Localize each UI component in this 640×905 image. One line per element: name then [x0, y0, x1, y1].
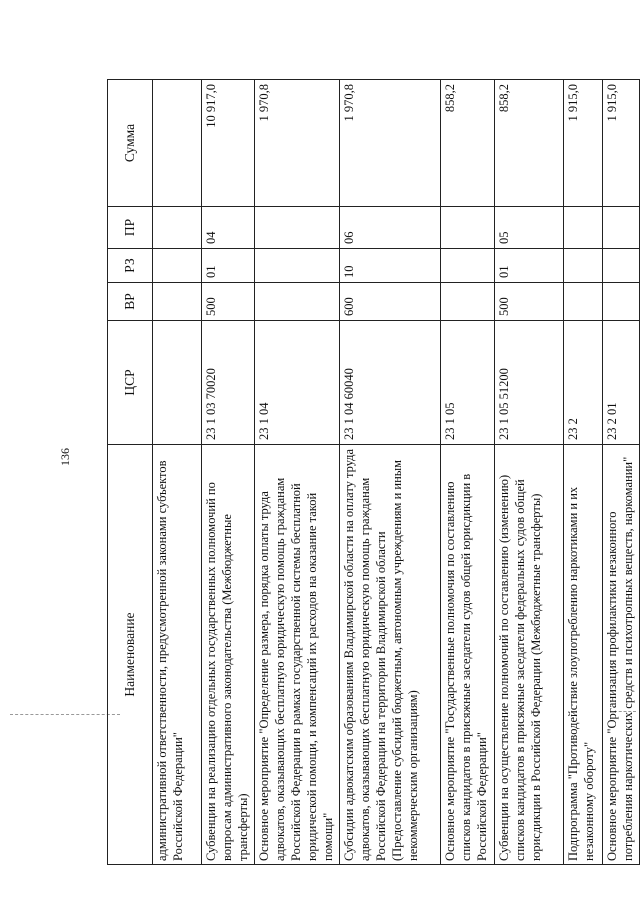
cell-pr: 04	[202, 207, 255, 249]
cell-rz: 01	[202, 249, 255, 283]
cell-name: Основное мероприятие "Определение размера, порядка оплаты труда адвокатов, оказывающих бесплатную юридическую помощь гражданам Российской Федерации в рамках государственной системы бесплатной юридической помощи, и компенсаций их расходов на оказание такой помощи"	[255, 445, 340, 865]
cell-name: Субвенции на осуществление полномочий по составлению (изменению) списков кандидатов в присяжные заседатели федеральных судов общей юрисдикции в Российской Федерации (Межбюджетные трансферты)	[495, 445, 564, 865]
cell-pr: 06	[340, 207, 441, 249]
header-vr: ВР	[108, 283, 153, 321]
cell-vr	[564, 283, 603, 321]
table-row	[564, 80, 603, 865]
table-row	[255, 80, 340, 865]
cell-csr: 23 1 04	[255, 321, 340, 445]
cell-name: Субсидии адвокатским образованиям Владимирской области на оплату труда адвокатов, оказывающих бесплатную юридическую помощь гражданам Российской Федерации на территории Владимирской области (Предоставление субсидий бюджетным, автономным учреждениям и иным некоммерческим организациям)	[340, 445, 441, 865]
page-number: 136	[58, 448, 72, 466]
cell-pr	[255, 207, 340, 249]
fold-line-left	[10, 714, 120, 715]
header-rz: РЗ	[108, 249, 153, 283]
table-row	[441, 80, 495, 865]
cell-sum: 1 915,0	[564, 80, 603, 207]
cell-rz	[441, 249, 495, 283]
cell-vr	[603, 283, 640, 321]
cell-vr: 500	[495, 283, 564, 321]
header-pr: ПР	[108, 207, 153, 249]
cell-sum: 858,2	[495, 80, 564, 207]
cell-sum	[153, 80, 202, 207]
table-row	[495, 80, 564, 865]
cell-name: Основное мероприятие "Государственные полномочия по составлению списков кандидатов в присяжные заседатели судов общей юрисдикции в Российской Федерации"	[441, 445, 495, 865]
table-row	[340, 80, 441, 865]
cell-vr: 600	[340, 283, 441, 321]
cell-csr	[153, 321, 202, 445]
cell-pr	[603, 207, 640, 249]
cell-name: Субвенции на реализацию отдельных государственных полномочий по вопросам административного законодательства (Межбюджетные трансферты)	[202, 445, 255, 865]
cell-pr	[564, 207, 603, 249]
cell-vr	[153, 283, 202, 321]
table-header-row	[108, 80, 153, 865]
cell-csr: 23 1 05 51200	[495, 321, 564, 445]
header-sum: Сумма	[108, 80, 153, 207]
cell-rz	[603, 249, 640, 283]
table-row	[153, 80, 202, 865]
cell-pr	[441, 207, 495, 249]
budget-table-container	[107, 80, 635, 865]
cell-sum: 1 915,0	[603, 80, 640, 207]
cell-sum: 1 970,8	[340, 80, 441, 207]
cell-name: Подпрограмма "Противодействие злоупотреблению наркотиками и их незаконному обороту"	[564, 445, 603, 865]
table-row	[603, 80, 640, 865]
cell-rz	[153, 249, 202, 283]
cell-vr	[441, 283, 495, 321]
cell-csr: 23 2 01	[603, 321, 640, 445]
cell-csr: 23 1 04 60040	[340, 321, 441, 445]
cell-rz	[255, 249, 340, 283]
cell-rz: 10	[340, 249, 441, 283]
cell-rz	[564, 249, 603, 283]
cell-sum: 858,2	[441, 80, 495, 207]
header-csr: ЦСР	[108, 321, 153, 445]
cell-csr: 23 2	[564, 321, 603, 445]
cell-name: административной ответственности, предусмотренной законами субъектов Российской Федерации"	[153, 445, 202, 865]
cell-vr: 500	[202, 283, 255, 321]
cell-csr: 23 1 03 70020	[202, 321, 255, 445]
cell-pr	[153, 207, 202, 249]
cell-pr: 05	[495, 207, 564, 249]
cell-name: Основное мероприятие "Организация профилактики незаконного потребления наркотических средств и психотропных веществ, наркомании"	[603, 445, 640, 865]
cell-csr: 23 1 05	[441, 321, 495, 445]
cell-rz: 01	[495, 249, 564, 283]
cell-sum: 10 917,0	[202, 80, 255, 207]
header-name: Наименование	[108, 445, 153, 865]
cell-sum: 1 970,8	[255, 80, 340, 207]
cell-vr	[255, 283, 340, 321]
table-row	[202, 80, 255, 865]
budget-table	[107, 79, 640, 865]
